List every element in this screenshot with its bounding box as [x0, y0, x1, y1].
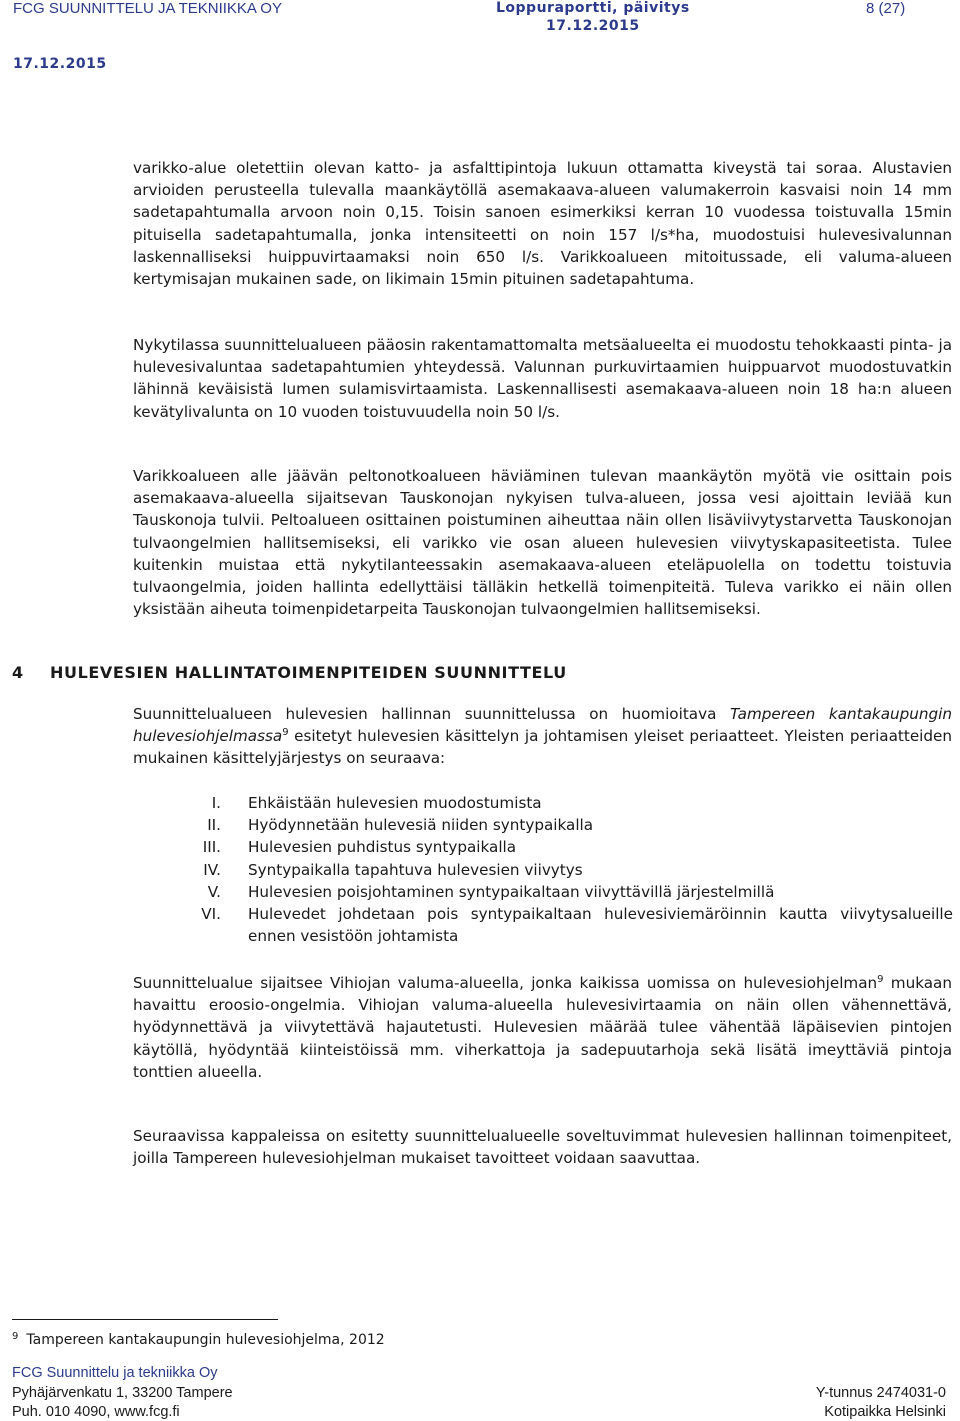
header-company: FCG SUUNNITTELU JA TEKNIIKKA OY — [13, 0, 282, 17]
header-doc-title — [496, 0, 690, 34]
list-item — [133, 814, 953, 836]
paragraph-5-footnote-ref: 9 — [877, 974, 884, 985]
list-numeral: V. — [207, 882, 221, 901]
list-numeral: IV. — [203, 860, 221, 879]
footnote-divider — [12, 1319, 278, 1320]
list-text: Hulevesien puhdistus syntypaikalla — [248, 838, 517, 857]
list-text: Syntypaikalla tapahtuva hulevesien viivytys — [248, 860, 583, 879]
paragraph-4-footnote-ref: 9 — [282, 727, 289, 739]
footnote-number: 9 — [12, 1331, 19, 1342]
footer-address: Pyhäjärvenkatu 1, 33200 Tampere — [12, 1385, 233, 1401]
paragraph-4-after: esitetyt hulevesien käsittelyn ja johtamisen yleiset periaatteet. Yleisten periaatteiden mukainen käsittelyjärjestys on seuraava: — [133, 727, 952, 768]
section-title: HULEVESIEN HALLINTATOIMENPITEIDEN SUUNNITTELU — [50, 663, 567, 682]
list-text: Hulevesien poisjohtaminen syntypaikaltaan viivyttävillä järjestelmillä — [248, 882, 775, 901]
list-text: Hyödynnetään hulevesiä niiden syntypaikalla — [248, 816, 594, 835]
list-item — [133, 792, 953, 814]
paragraph-3: Varikkoalueen alle jäävän peltonotkoalueen häviäminen tulevan maankäytön myötä vie osittain pois asemakaava-alueella sijaitsevan Tauskonojan nykyisen tulva-alueen, jossa vesi ajoittain leviää kun Tauskonoja tulvii. Peltoalueen osittainen poistuminen aiheuttaa näin ollen lisäviivytystarvetta Tauskonojan tulvaongelmien hallitsemiseksi, eli varikko vie osan alueen hulevesien viivytyskapasiteetista. Tulee kuitenkin muistaa että nykytilanteessakin asemakaava-alueen eteläpuolella on todettu toistuvia tulvaongelmia, joiden hallinta edellyttäisi tälläkin hetkellä toimenpiteitä. Tuleva varikko ei näin ollen yksistään aiheuta toimenpidetarpeita Tauskonojan tulvaongelmien hallitsemiseksi. — [133, 467, 952, 619]
paragraph-4 — [133, 703, 952, 770]
paragraph-5-after: mukaan havaittu eroosio-ongelmia. Vihiojan valuma-alueella hulevesivirtaamia on näin ollen vähennettävä, hyödynnettävä ja viivytettävä hajautetusti. Hulevesien määrää tulee vähentää läpäisevien pintojen käytöllä, hyödyntää kiinteistöissä mm. viherkattoja ja sadepuutarhoja sekä lisätä imeyttäviä pintoja tonttien alueella. — [133, 974, 952, 1081]
footnote — [12, 1331, 385, 1348]
paragraph-4-before: Suunnittelualueen hulevesien hallinnan suunnittelussa on huomioitava — [133, 705, 730, 723]
list-text: Hulevedet johdetaan pois syntypaikaltaan hulevesiviemäröinnin kautta viivytysalueille ennen vesistöön johtamista — [248, 905, 953, 946]
footnote-text: Tampereen kantakaupungin hulevesiohjelma, 2012 — [26, 1332, 385, 1348]
list-item — [133, 836, 953, 858]
paragraph-1: varikko-alue oletettiin olevan katto- ja asfalttipintoja lukuun ottamatta kiveystä tai soraa. Alustavien arvioiden perusteella tulevalla maankäytöllä asemakaava-alueen valumakerroin kasvaisi noin 14 mm sadetapahtumalla arvoon noin 0,15. Toisin sanoen esimerkiksi kerran 10 vuodessa toistuvalla 15min pituisella sadetapahtumalla, jonka intensiteetti on noin 157 l/s*ha, muodostuisi hulevesivalunnan laskennalliseksi huippuvirtaamaksi noin 650 l/s. Varikkoalueen mitoitussade, eli valuma-alueen kertymisajan mukainen sade, on likimain 15min pituinen sadetapahtuma. — [133, 159, 952, 289]
page-header — [0, 0, 960, 72]
paragraph-4-italic: Tampereen kantakaupungin hulevesiohjelmassa — [133, 705, 953, 746]
list-numeral: I. — [211, 794, 221, 812]
header-page-number: 8 (27) — [866, 0, 906, 17]
page-footer — [0, 1365, 960, 1421]
header-doc-date: 17.12.2015 — [546, 18, 640, 34]
list-item — [133, 859, 953, 881]
paragraph-5-before: Suunnittelualue sijaitsee Vihiojan valuma-alueella, jonka kaikissa uomissa on hulevesiohjelman — [133, 974, 878, 992]
section-heading — [12, 663, 567, 682]
list-item — [133, 903, 953, 947]
footer-ytunnus: Y-tunnus 2474031-0 — [815, 1385, 946, 1401]
header-date: 17.12.2015 — [13, 56, 107, 72]
list-item — [133, 881, 953, 903]
footer-phone: Puh. 010 4090, www.fcg.fi — [12, 1404, 180, 1420]
process-order-list — [133, 792, 953, 947]
footer-company: FCG Suunnittelu ja tekniikka Oy — [12, 1365, 218, 1381]
footer-kotipaikka: Kotipaikka Helsinki — [824, 1404, 946, 1420]
header-doc-title-text: Loppuraportti, päivitys — [496, 0, 690, 16]
paragraph-5 — [133, 972, 952, 1083]
list-text: Ehkäistään hulevesien muodostumista — [248, 794, 542, 812]
list-numeral: III. — [202, 838, 221, 857]
paragraph-6: Seuraavissa kappaleissa on esitetty suunnittelualueelle soveltuvimmat hulevesien hallinnan toimenpiteet, joilla Tampereen hulevesiohjelman mukaiset tavoitteet voidaan saavuttaa. — [133, 1127, 952, 1168]
list-numeral: VI. — [201, 905, 221, 924]
paragraph-2: Nykytilassa suunnittelualueen pääosin rakentamattomalta metsäalueelta ei muodostu tehokkaasti pinta- ja hulevesivaluntaa sadetapahtumien yhteydessä. Valunnan purkuvirtaamien huippuarvot muodostuvatkin lähinnä keväisistä lumen sulamisvirtaamista. Laskennallisesti asemakaava-alueen noin 18 ha:n alueen kevätylivalunta on 10 vuoden toistuvuudella noin 50 l/s. — [133, 336, 952, 421]
list-numeral: II. — [207, 816, 221, 835]
section-number: 4 — [12, 663, 24, 682]
